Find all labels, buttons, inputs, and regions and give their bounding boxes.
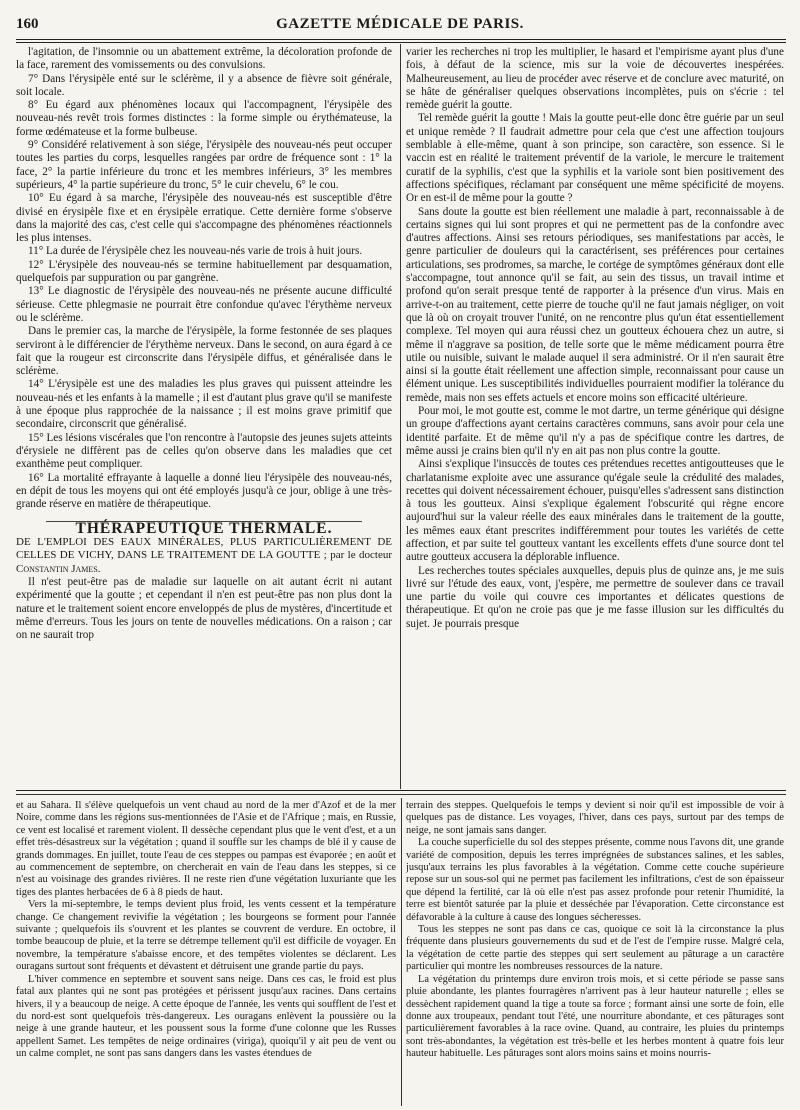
column-divider-top <box>400 44 401 789</box>
feuilleton-rule-thin <box>16 794 786 795</box>
section-title: THÉRAPEUTIQUE THERMALE. <box>75 520 333 538</box>
paragraph: La couche superficielle du sol des steppes présente, comme nous l'avons dit, une grande variété de composition, depuis les terres imprégnées de substances salines, et les sables, jusqu'aux terrains les plus favorables à la végétation. Comme cette couche supérieure repose sur un sous-sol qui ne permet pas facilement les infiltrations, c'est de son épaisseur que dépend la fertilité, car là où elle n'est pas assez profonde pour retenir l'humidité, la terre est bientôt saturée par la pluie et desséchée par l'évaporation. Cette circonstance est défavorable à la culture à cause des longues sécheresses. <box>406 837 784 923</box>
page-number: 160 <box>16 16 39 32</box>
byline-prefix: par le docteur <box>330 549 392 562</box>
column-bottom-left <box>16 800 396 1104</box>
paragraph: Sans doute la goutte est bien réellement une maladie à part, reconnaissable à de certains signes qui lui sont propres et qui ne permettent pas de la confondre avec d'autres affections. Ainsi ses retours périodiques, ses manifestations par accès, le genre particulier de douleurs qui la caractérisent, ses préférences pour certaines articulations, ses prodromes, sa marche, le cortége de symptômes généraux dont elle s'accompagne, tout annonce qu'il se fait, au sein des tissus, un travail intime et profond qu'on serait presque tenté de rapporter à la présence d'un virus. Mais en arrive-t-on au traitement, cette pierre de touche qu'il ne faut jamais négliger, on voit que là où on croyait trouver l'unité, on ne rencontre plus qu'un état essentiellement complexe. Tel moyen qui aura réussi chez un goutteux échouera chez un autre, si même il n'aggrave sa position, de telle sorte que le même médicament pourra être utile ou nuisible, suivant le malade auquel il sera administré. Or il n'en saurait être ainsi si la goutte était réellement une affection simple, reconnaissant pour cause un élément unique. Les susceptibilités individuelles pourraient modifier la tolérance du remède, mais non ses effets actuels et encore moins son efficacité ultérieure. <box>406 205 784 404</box>
page-header <box>16 16 784 38</box>
header-rule-thin <box>16 42 786 43</box>
paragraph: Vers la mi-septembre, le temps devient plus froid, les vents cessent et la température change. Ce changement revivifie la végétation ; les bourgeons se forment pour l'année suivante ; quelquefois ils s'ouvrent et les plantes se couvrent de verdure. En octobre, il tombe beaucoup de pluie, et la terre se détrempe tellement qu'il est difficile de voyager. En novembre, la température s'abaisse encore, et des tempêtes violentes se déclarent. Les ouragans surtout sont fréquents et dévastent et détruisent une grande partie du pays. <box>16 899 396 973</box>
column-top-left <box>16 46 392 786</box>
journal-title: GAZETTE MÉDICALE DE PARIS. <box>276 16 524 32</box>
paragraph: 10° Eu égard à sa marche, l'érysipèle des nouveau-nés est susceptible d'être divisé en érysipèle fixe et en érysipèle erratique. Cette dernière forme s'observe dans la majorité des cas, c'est celle qui s'accompagne des phénomènes réactionnels les plus intenses. <box>16 192 392 245</box>
paragraph: 15° Les lésions viscérales que l'on rencontre à l'autopsie des jeunes sujets atteints d'érysiele ne diffèrent pas de celles qu'on observe dans les maladies que cet exanthème peut compliquer. <box>16 431 392 471</box>
paragraph: Il n'est peut-être pas de maladie sur laquelle on ait autant écrit ni autant expérimenté que la goutte ; et cependant il n'en est peut-être pas non plus dont la nature et le traitement soient encore enveloppés de plus de mystères, d'incertitude et même d'erreurs. Tous les jours on tente de nouvelles médications. On a raison ; car on ne saurait trop <box>16 576 392 642</box>
author-name: Constantin James. <box>16 562 101 575</box>
paragraph: et au Sahara. Il s'élève quelquefois un vent chaud au nord de la mer d'Azof et de la mer Noire, comme dans les régions sus-mentionnées de l'Asie et de l'Afrique ; mais, en Russie, ce vent est localisé et rarement violent. Il dessèche cependant plus que le vent d'est, et a un effet très-désastreux sur la végétation ; quand il souffle sur les champs de blé il y cause de grands dommages. En juillet, toute l'eau de ces steppes ou pampas est évaporée ; en août et au commencement de septembre, on chercherait en vain de l'eau dans les steppes, si ce n'est au voisinage des grandes rivières. Il ne reste rien d'une végétation luxuriante que les tiges des plantes herbacées de 6 à 8 pieds de haut. <box>16 800 396 898</box>
column-top-right <box>406 46 784 786</box>
column-bottom-right <box>406 800 784 1104</box>
feuilleton-rule <box>16 790 786 791</box>
paragraph: 7° Dans l'érysipèle enté sur le sclérème, il y a absence de fièvre soit générale, soit locale. <box>16 72 392 98</box>
paragraph: Tous les steppes ne sont pas dans ce cas, quoique ce soit là la circonstance la plus fréquente dans plusieurs gouvernements du sud et de l'est de l'empire russe. Malgré cela, la végétation de cette partie des steppes qui sert seulement au pâturage a un caractère particulier qui montre les nombreuses ressources de la nature. <box>406 924 784 973</box>
paragraph: Dans le premier cas, la marche de l'érysipèle, la forme festonnée de ses plaques serviront à le différencier de l'érythème nerveux. Dans le second, on aura égard à ce fait que la rougeur est circonscrite dans l'érysipèle diffus, et généralisée dans le sclérème. <box>16 325 392 378</box>
paragraph: 8° Eu égard aux phénomènes locaux qui l'accompagnent, l'érysipèle des nouveau-nés revêt trois formes distinctes : la forme simple ou érythémateuse, la forme œdémateuse et la forme bulbeuse. <box>16 99 392 138</box>
paragraph: La végétation du printemps dure environ trois mois, et si cette période se passe sans pluie abondante, les plantes fourragères n'arrivent pas à leur hauteur naturelle ; elles se dessèchent rapidement quand la tige a toute sa force ; formant ainsi une sorte de foin, elle donne aux troupeaux, pendant tout l'été, une nourriture abondante, et ces pâturages sont particulièrement favorables à la race ovine. Quand, au contraire, les pluies du printemps sont très-abondantes, la végétation est très-belle et les herbes montent à quatre fois leur hauteur habituelle. Les pâturages sont alors moins sains et moins nourris- <box>406 973 784 1060</box>
paragraph: Pour moi, le mot goutte est, comme le mot dartre, un terme générique qui désigne un groupe d'affections ayant certains caractères communs, sans avoir pour cela une identité parfaite. Et de même qu'il n'y a pas de spécifique contre les dartres, de même aussi je crains bien qu'il n'y en ait pas non plus contre la goutte. <box>406 405 784 457</box>
paragraph: Les recherches toutes spéciales auxquelles, depuis plus de quinze ans, je me suis livré sur l'étude des eaux, vont, j'espère, me permettre de soulever dans ce travail une partie du voile qui couvre ces importantes et délicates questions de thérapeutique. Et qu'on ne croie pas que je me fasse illusion sur les difficultés du sujet. Je pourrais presque <box>406 564 784 630</box>
subtitle-text: DE L'EMPLOI DES EAUX MINÉRALES, PLUS PARTICULIÈREMENT DE CELLES DE VICHY, DANS LE TRAITEMENT DE LA GOUTTE ; <box>16 535 392 562</box>
article-subtitle <box>16 536 392 577</box>
column-divider-bottom <box>401 798 402 1106</box>
paragraph: 16° La mortalité effrayante à laquelle a donné lieu l'érysipèle des nouveau-nés, en dépit de tous les moyens qui ont été employés jusqu'à ce jour, oblige à une très-grande réserve en matière de thérapeutique. <box>16 471 392 511</box>
paragraph: 13° Le diagnostic de l'érysipèle des nouveau-nés ne présente aucune difficulté sérieuse. Cette phlegmasie ne pourrait être confondue qu'avec l'érythème nerveux ou le sclérème. <box>16 285 392 324</box>
header-rule <box>16 39 786 40</box>
paragraph: terrain des steppes. Quelquefois le temps y devient si noir qu'il est impossible de voir à quelques pas de distance. Les voyages, l'hiver, dans ces pays, surtout par des temps de neige, ne sont jamais sans danger. <box>406 800 784 836</box>
paragraph: 9° Considéré relativement à son siége, l'érysipèle des nouveau-nés peut occuper toutes les parties du corps, lesquelles rangées par ordre de fréquence sont : 1° la face, 2° la partie inférieure du tronc et les membres inférieurs, 3° les membres supérieurs, 4° la partie supérieure du tronc, 5° le cuir chevelu, 6° le cou. <box>16 139 392 191</box>
paragraph: L'hiver commence en septembre et souvent sans neige. Dans ces cas, le froid est plus fatal aux plantes qui ne sont pas protégées et périssent jusqu'aux racines. Dans certains hivers, il y a beaucoup de neige. A cette époque de l'année, les vents qui soufflent de l'est et du nord-est sont quelquefois très-dangereux. Les ouragans enlèvent la poussière ou la neige à une grande hauteur, et les poussent sous la forme d'une colonne que les Russes appellent Samet. Les tempêtes de neige ordinaires (viriga), quoiqu'il y ait peu de vent ou un calme complet, ne sont pas sans dangers dans les vastes étendues de <box>16 973 396 1060</box>
paragraph: Tel remède guérit la goutte ! Mais la goutte peut-elle donc être guérie par un seul et unique remède ? Il faudrait admettre pour cela que c'est une affection toujours semblable à elle-même, quant à son principe, son caractère, son essence. Si le vaccin est en réalité le traitement préventif de la variole, le mercure le traitement curatif de la syphilis, c'est que la syphilis et la variole sont bien positivement des affections spécifiques, réclamant par conséquent une même spécificité de moyens. Or en est-il de même pour la goutte ? <box>406 112 784 205</box>
paragraph: varier les recherches ni trop les multiplier, le hasard et l'empirisme ayant plus d'une fois, à défaut de la science, mis sur la voie de découvertes inespérées. Malheureusement, au lieu de procéder avec réserve et de conclure avec maturité, on se hâte de généraliser quelques observations incomplètes, puis on s'écrie : tel remède guérit la goutte. <box>406 46 784 112</box>
paragraph: Ainsi s'explique l'insuccès de toutes ces prétendues recettes antigoutteuses que le charlatanisme exploite avec une assurance qu'égale seule la crédulité des malades, recettes qui doivent nécessairement échouer, puisqu'elles s'adressent sans distinction à tous les goutteux. Ainsi s'explique également l'obscurité qui règne encore aujourd'hui sur la valeur réelle des eaux minérales dans le traitement de la goutte, les mêmes eaux étant prescrites indifféremment pour toutes les variétés de cette affection, et par suite tel goutteux vantant les excellents effets d'une source dont tel autre goutteux accusera la déplorable influence. <box>406 458 784 564</box>
paragraph: 11° La durée de l'érysipèle chez les nouveau-nés varie de trois à huit jours. <box>28 245 363 258</box>
paragraph: l'agitation, de l'insomnie ou un abattement extrême, la décoloration profonde de la face, rarement des vomissements ou des convulsions. <box>16 46 392 72</box>
paragraph: 12° L'érysipèle des nouveau-nés se termine habituellement par desquamation, quelquefois par suppuration ou par gangrène. <box>16 258 392 285</box>
paragraph: 14° L'érysipèle est une des maladies les plus graves qui puissent atteindre les nouveau-nés et les enfants à la mamelle ; il est d'autant plus grave qu'il se manifeste à une époque plus rapprochée de la naissance ; il est moins grave primitif que secondaire, circonscrit que généralisé. <box>16 378 392 431</box>
